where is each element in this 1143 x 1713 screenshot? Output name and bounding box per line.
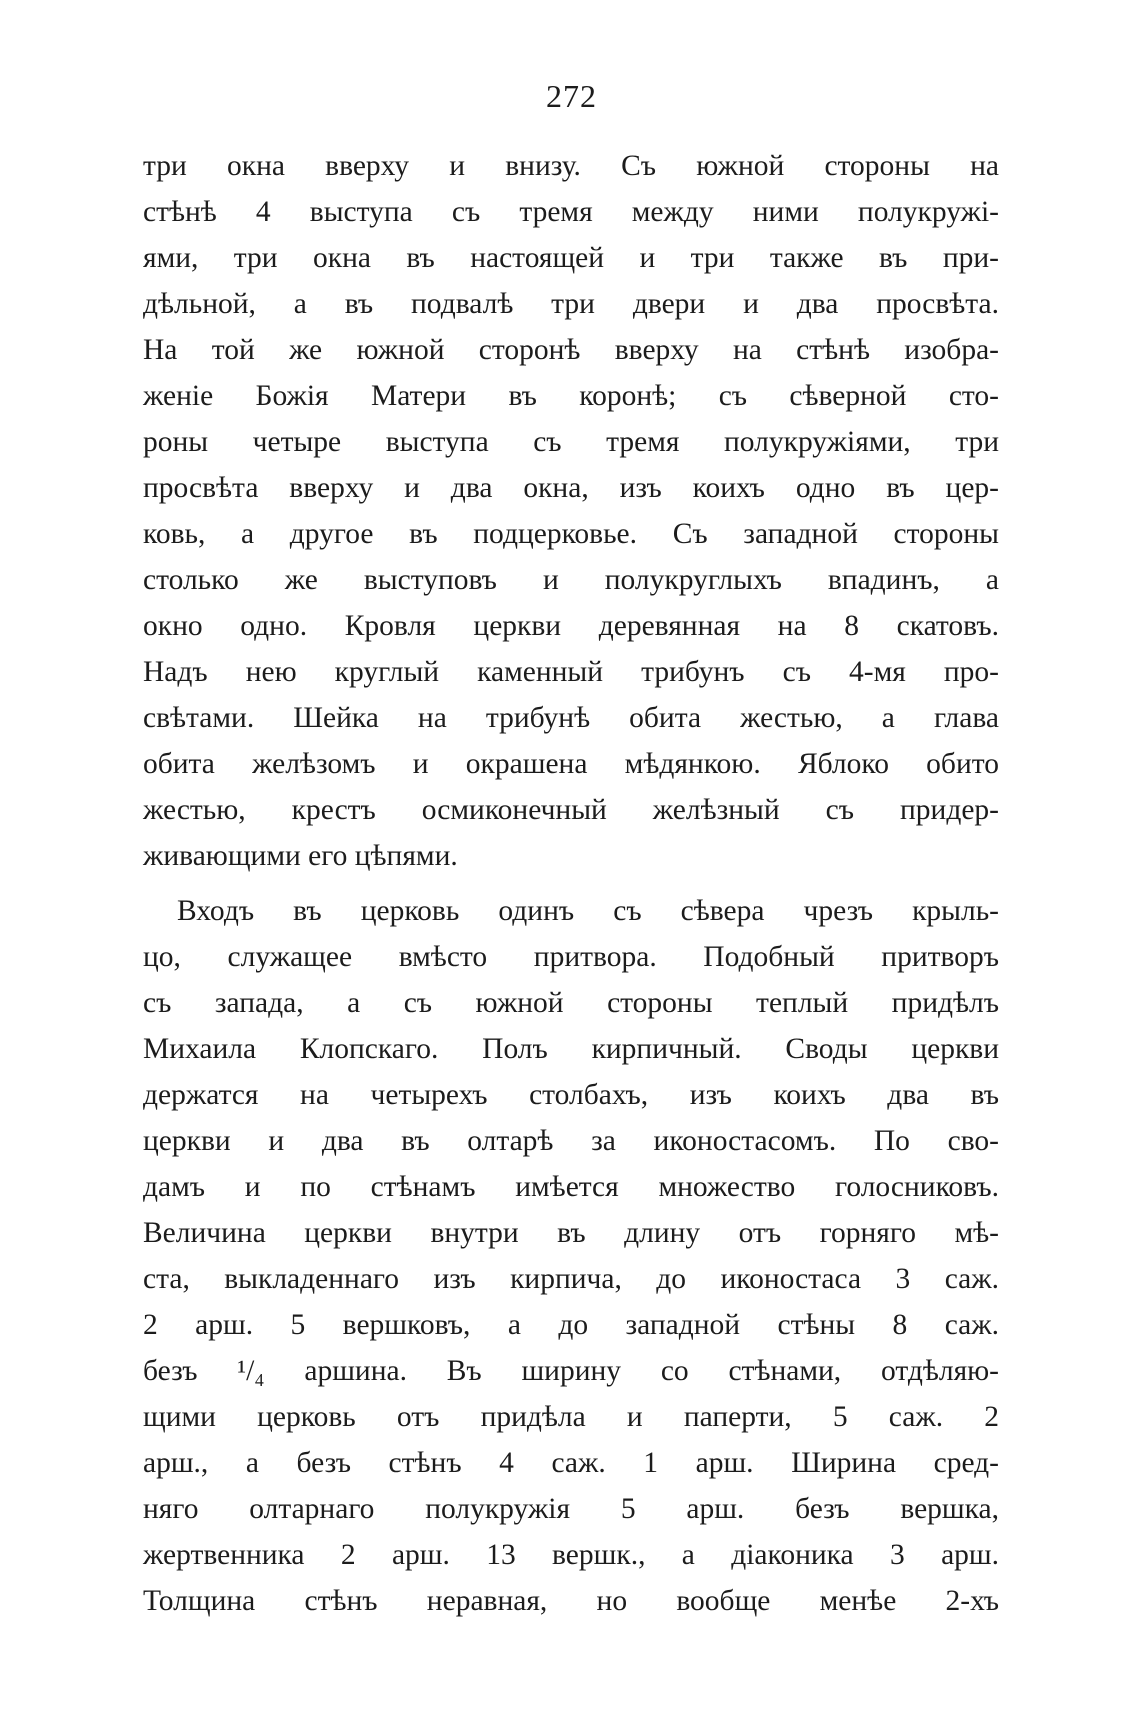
text-line: Величина церкви внутри въ длину отъ горняго мѣ- [143,1217,999,1249]
text-line: няго олтарнаго полукружія 5 арш. безъ вершка, [143,1493,999,1525]
text-line: цо, служащее вмѣсто притвора. Подобный притворъ [143,941,999,973]
text-line: стѣнѣ 4 выступа съ тремя между ними полукружі- [143,196,999,228]
text-line: церкви и два въ олтарѣ за иконостасомъ. По сво- [143,1125,999,1157]
text-line: Входъ въ церковь одинъ съ сѣвера чрезъ крыль- [177,895,999,927]
text-line: щими церковь отъ придѣла и паперти, 5 саж. 2 [143,1401,999,1433]
text-line: три окна вверху и внизу. Съ южной стороны на [143,150,999,182]
text-line: живающими его цѣпями. [143,840,458,872]
text-line: съ запада, а съ южной стороны теплый придѣлъ [143,987,999,1019]
text-line: свѣтами. Шейка на трибунѣ обита жестью, а глава [143,702,999,734]
text-line: арш., а безъ стѣнъ 4 саж. 1 арш. Ширина сред- [143,1447,999,1479]
paragraph-1 [143,143,999,879]
text-line: окно одно. Кровля церкви деревянная на 8 скатовъ. [143,610,999,642]
text-line: ковь, а другое въ подцерковье. Съ западной стороны [143,518,999,550]
text-line: дамъ и по стѣнамъ имѣется множество голосниковъ. [143,1171,999,1203]
paragraph-2 [143,888,999,1624]
body-text [143,143,999,1624]
text-line: дѣльной, а въ подвалѣ три двери и два просвѣта. [143,288,999,320]
text-line: женіе Божія Матери въ коронѣ; съ сѣверной сто- [143,380,999,412]
text-line: ста, выкладеннаго изъ кирпича, до иконостаса 3 саж. [143,1263,999,1295]
text-line: На той же южной сторонѣ вверху на стѣнѣ изобра- [143,334,999,366]
page-number: 272 [546,78,597,114]
text-line: Надъ нею круглый каменный трибунъ съ 4-мя про- [143,656,999,688]
text-line: ями, три окна въ настоящей и три также въ при- [143,242,999,274]
text-line: обита желѣзомъ и окрашена мѣдянкою. Яблоко обито [143,748,999,780]
text-line: жертвенника 2 арш. 13 вершк., а діаконика 3 арш. [143,1539,999,1571]
text-line: просвѣта вверху и два окна, изъ коихъ одно въ цер- [143,472,999,504]
text-line: безъ ¹/₄ аршина. Въ ширину со стѣнами, отдѣляю- [143,1355,999,1387]
text-line: жестью, крестъ осмиконечный желѣзный съ придер- [143,794,999,826]
text-line: роны четыре выступа съ тремя полукружіями, три [143,426,999,458]
text-line: 2 арш. 5 вершковъ, а до западной стѣны 8 саж. [143,1309,999,1341]
text-line: Толщина стѣнъ неравная, но вообще менѣе 2-хъ [143,1585,999,1617]
text-line: Михаила Клопскаго. Полъ кирпичный. Своды церкви [143,1033,999,1065]
text-line: держатся на четырехъ столбахъ, изъ коихъ два въ [143,1079,999,1111]
text-line: столько же выступовъ и полукруглыхъ впадинъ, а [143,564,999,596]
